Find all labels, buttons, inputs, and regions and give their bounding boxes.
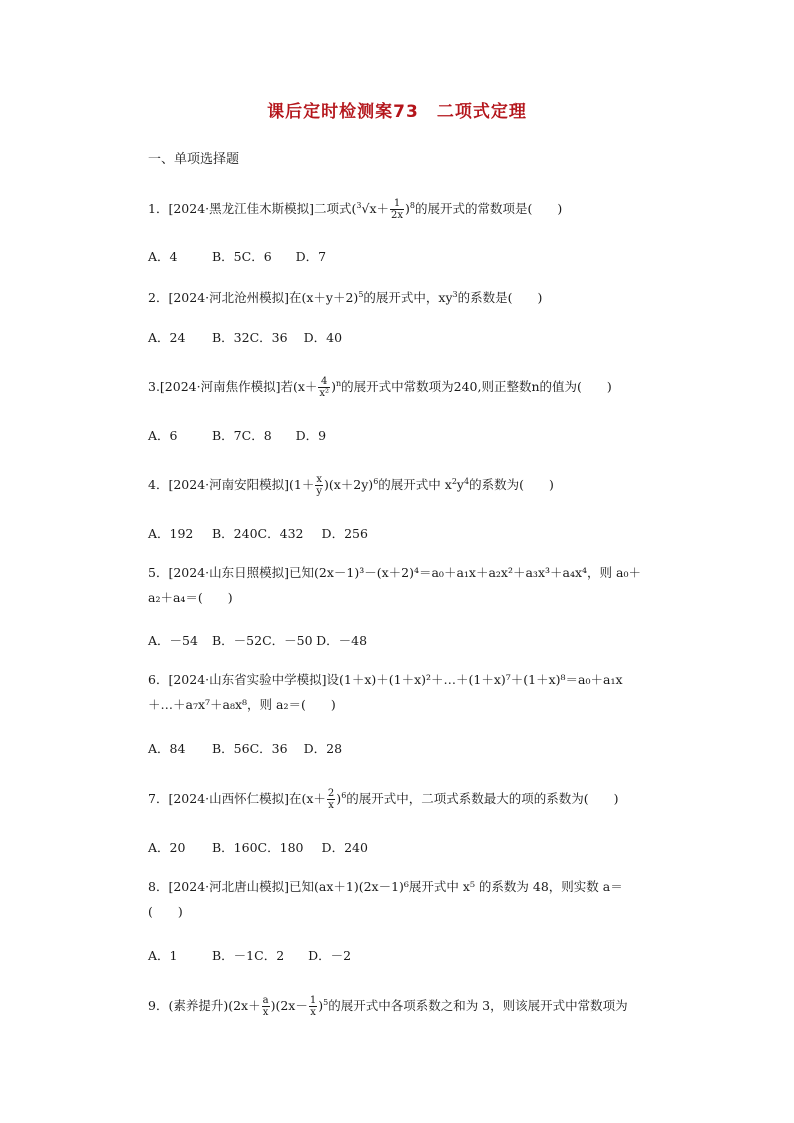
q4-tail: 的系数为( )	[469, 477, 554, 493]
numerator: 4	[318, 376, 330, 388]
q4-mid: )(x＋2y)	[323, 477, 374, 493]
question-6: 6．[2024·山东省实验中学模拟]设(1＋x)＋(1＋x)²＋…＋(1＋x)⁷＋(1＋x)⁸＝a₀＋a₁x	[148, 672, 623, 687]
option: B．32	[212, 330, 250, 345]
options-8	[148, 946, 351, 964]
numerator: a	[262, 995, 269, 1007]
q4-exp2: 2	[451, 477, 457, 486]
q2-exp2: 3	[452, 290, 458, 299]
options-5	[148, 631, 367, 649]
q9-text: 9．(素养提升)(2x＋	[148, 998, 261, 1014]
denominator: y	[316, 486, 322, 498]
option: C．2	[254, 948, 285, 963]
options-4	[148, 524, 368, 542]
option: D．40	[303, 330, 343, 345]
option: D．7	[295, 249, 327, 264]
q1-paren: )	[405, 201, 410, 217]
question-6-cont: ＋…＋a₇x⁷＋a₈x⁸，则 a₂＝( )	[148, 697, 336, 712]
q7-paren: )	[336, 791, 342, 807]
options-7	[148, 838, 368, 856]
question-2	[148, 285, 542, 308]
option: A．6	[148, 428, 178, 443]
option: D．28	[303, 741, 343, 756]
option: A．20	[148, 840, 186, 855]
question-1	[148, 196, 562, 221]
option: C．432	[257, 526, 304, 541]
option: B．－52	[212, 633, 263, 648]
q9-exp: 5	[323, 998, 329, 1007]
denominator: x	[310, 1007, 316, 1019]
option: C．180	[257, 840, 304, 855]
q2-text: 2．[2024·河北沧州模拟]在(x＋y＋2)	[148, 290, 359, 306]
question-9	[148, 993, 628, 1018]
q3-paren: )	[331, 379, 336, 395]
option: B．240	[212, 526, 258, 541]
q9-fraction-2	[309, 995, 317, 1018]
q1-exp: 8	[409, 201, 415, 210]
question-8-cont: ( )	[148, 904, 183, 919]
q7-exp: 6	[341, 791, 347, 800]
denominator: x	[328, 800, 334, 812]
option: A．84	[148, 741, 186, 756]
q1-fraction	[390, 198, 404, 221]
q7-tail: 的展开式中，二项式系数最大的项的系数为( )	[346, 791, 619, 807]
option: A．1	[148, 948, 178, 963]
section-heading: 一、单项选择题	[148, 152, 240, 167]
question-7	[148, 786, 619, 811]
q4-fraction	[315, 474, 323, 497]
option: A．192	[148, 526, 194, 541]
question-5-cont: a₂＋a₄＝( )	[148, 590, 233, 605]
question-4	[148, 472, 554, 497]
q2-tail: 的系数是( )	[457, 290, 543, 306]
option: D．9	[295, 428, 327, 443]
option: A．4	[148, 249, 178, 264]
q2-mid: 的展开式中，xy	[363, 290, 453, 306]
option: C．6	[241, 249, 272, 264]
question-3	[148, 374, 612, 399]
q3-exp: n	[335, 379, 342, 388]
options-6	[148, 739, 342, 757]
q1-tail: 的展开式的常数项是( )	[415, 201, 563, 217]
question-5: 5．[2024·山东日照模拟]已知(2x－1)³－(x＋2)⁴＝a₀＋a₁x＋a₂x²＋a₃x³＋a₄x⁴，则 a₀＋	[148, 565, 641, 580]
numerator: x	[316, 474, 322, 486]
q4-text: 4．[2024·河南安阳模拟](1＋	[148, 477, 315, 493]
option: B．160	[212, 840, 258, 855]
option: B．56	[212, 741, 250, 756]
q2-exp: 5	[358, 290, 364, 299]
q7-fraction	[327, 788, 335, 811]
q7-text: 7．[2024·山西怀仁模拟]在(x＋	[148, 791, 326, 807]
options-2	[148, 328, 342, 346]
q4-exp3: 4	[463, 477, 470, 486]
denominator: x²	[319, 388, 330, 400]
q4-exp: 6	[373, 477, 379, 486]
option: D．－48	[316, 633, 368, 648]
option: D．－2	[308, 948, 352, 963]
denominator: x	[262, 1007, 269, 1019]
q9-tail: 的展开式中各项系数之和为 3，则该展开式中常数项为	[328, 998, 628, 1014]
option: D．256	[321, 526, 368, 541]
option: C．36	[249, 330, 288, 345]
option: B．－1	[212, 948, 255, 963]
q3-text: 3.[2024·河南焦作模拟]若(x＋	[148, 379, 318, 395]
option: D．240	[321, 840, 368, 855]
q1-text: 1．[2024·黑龙江佳木斯模拟]二项式(	[148, 201, 357, 217]
options-1	[148, 247, 326, 265]
option: C．8	[241, 428, 272, 443]
q9-mid: )(2x－	[270, 998, 308, 1014]
q9-paren: )	[318, 998, 324, 1014]
q3-tail: 的展开式中常数项为240,则正整数n的值为( )	[341, 379, 612, 395]
q9-fraction-1	[262, 995, 270, 1018]
options-3	[148, 426, 326, 444]
option: A．24	[148, 330, 186, 345]
sqrt-sign: √	[361, 201, 370, 217]
q4-mid3: y	[456, 477, 464, 493]
option: B．5	[212, 249, 242, 264]
q3-fraction	[318, 376, 330, 399]
q1-root-index: 3	[356, 201, 362, 210]
numerator: 2	[327, 788, 335, 800]
page-title: 课后定时检测案73 二项式定理	[267, 102, 527, 122]
q4-mid2: 的展开式中 x	[378, 477, 452, 493]
option: C．36	[249, 741, 288, 756]
numerator: 1	[309, 995, 317, 1007]
option: B．7	[212, 428, 242, 443]
numerator: 1	[390, 198, 404, 210]
denominator: 2x	[391, 210, 404, 222]
option: C．－50	[262, 633, 313, 648]
q1-x: x＋	[369, 201, 389, 217]
option: A．－54	[148, 633, 198, 648]
question-8: 8．[2024·河北唐山模拟]已知(ax＋1)(2x－1)⁶展开式中 x⁵ 的系数为 48，则实数 a＝	[148, 879, 623, 894]
